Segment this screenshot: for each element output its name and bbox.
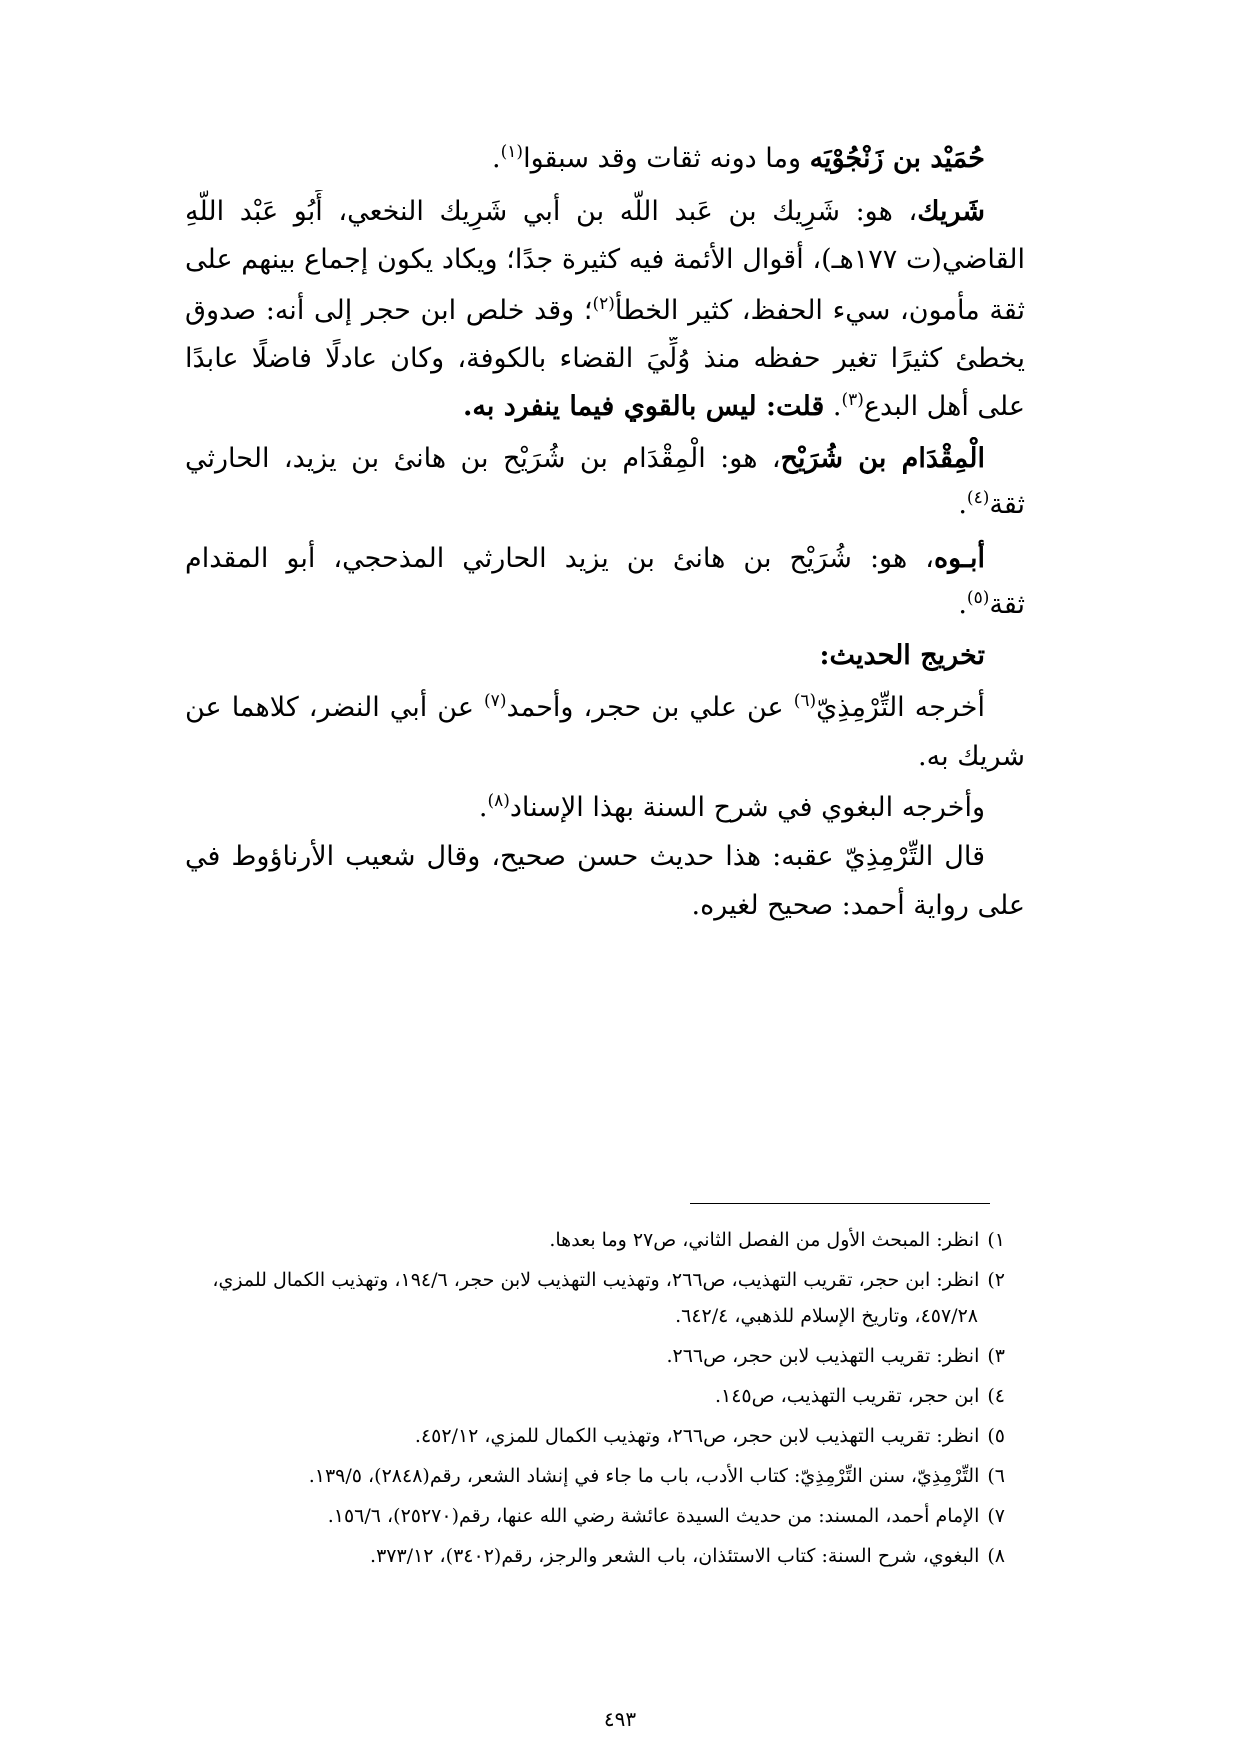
body-line-8: ثقة$^{(٤)}$. bbox=[958, 488, 1025, 520]
narrator-name: أبـوه bbox=[933, 543, 985, 574]
page-number: ٤٩٣ bbox=[603, 1707, 637, 1731]
body-line-10: ثقة$^{(٥)}$. bbox=[958, 588, 1025, 620]
narrator-name: شَريك bbox=[917, 196, 985, 227]
footnote-8: ٨)البغوي، شرح السنة: كتاب الاستئذان، باب الشعر والرجز، رقم(٣٤٠٢)، ٣٧٣/١٢. bbox=[370, 1545, 1005, 1567]
footnote-ref-1[interactable]: (١) bbox=[500, 142, 524, 162]
body-line-1: حُمَيْد بن زَنْجُوْيَه وما دونه ثقات وقد سبقوا$^{(١)}$. bbox=[492, 142, 985, 174]
body-line-11: أخرجه التِّرْمِذِيّ$^{(٦)}$ عن علي بن حجر، وأحمد$^{(٧)}$ عن أبي النضر، كلاهما عن bbox=[185, 691, 985, 723]
footnote-separator bbox=[690, 1203, 990, 1204]
body-line-7: الْمِقْدَام بن شُرَيْح، هو: الْمِقْدَام بن شُرَيْح بن هانئ بن يزيد، الحارثي bbox=[185, 443, 985, 474]
body-line-12: شريك به. bbox=[918, 741, 1025, 772]
author-comment: قلت: ليس بالقوي فيما ينفرد به. bbox=[462, 391, 825, 422]
footnote-ref-7[interactable]: (٧) bbox=[484, 691, 507, 711]
footnote-5: ٥)انظر: تقريب التهذيب لابن حجر، ص٢٦٦، وتهذيب الكمال للمزي، ٤٥٢/١٢. bbox=[414, 1425, 1005, 1447]
footnote-7: ٧)الإمام أحمد، المسند: من حديث السيدة عائشة رضي الله عنها، رقم(٢٥٢٧٠)، ١٥٦/٦. bbox=[327, 1505, 1005, 1527]
footnote-3: ٣)انظر: تقريب التهذيب لابن حجر، ص٢٦٦. bbox=[666, 1345, 1005, 1367]
body-line-4: ثقة مأمون، سيء الحفظ، كثير الخطأ$^{(٢)}$؛ وقد خلص ابن حجر إلى أنه: صدوق bbox=[185, 294, 1025, 326]
body-line-5: يخطئ كثيرًا تغير حفظه منذ وُلِّيَ القضاء بالكوفة، وكان عادلًا فاضلًا عابدًا bbox=[185, 343, 1025, 374]
body-line-9: أبـوه، هو: شُرَيْح بن هانئ بن يزيد الحارثي المذحجي، أبو المقدام bbox=[185, 543, 985, 574]
body-line-15: على رواية أحمد: صحيح لغيره. bbox=[691, 890, 1025, 921]
narrator-name: حُمَيْد بن زَنْجُوْيَه bbox=[809, 143, 985, 174]
body-line-13: وأخرجه البغوي في شرح السنة بهذا الإسناد$^{(٨)}$. bbox=[478, 791, 985, 823]
body-line-2: شَريك، هو: شَرِيك بن عَبد اللَّه بن أبي شَرِيك النخعي، أَبُو عَبْد اللَّهِ bbox=[185, 196, 985, 227]
footnote-4: ٤)ابن حجر، تقريب التهذيب، ص١٤٥. bbox=[714, 1385, 1005, 1407]
footnote-6: ٦)التِّرْمِذِيّ، سنن التِّرْمِذِيّ: كتاب الأدب، باب ما جاء في إنشاد الشعر، رقم(٢٨٤٨)، ١٣٩/٥. bbox=[308, 1465, 1005, 1487]
narrator-name: الْمِقْدَام بن شُرَيْح bbox=[780, 443, 985, 474]
footnote-2-continued: ٤٥٧/٢٨، وتاريخ الإسلام للذهبي، ٦٤٢/٤. bbox=[675, 1305, 978, 1327]
footnote-ref-5[interactable]: (٥) bbox=[966, 588, 990, 608]
footnote-ref-8[interactable]: (٨) bbox=[487, 791, 510, 811]
footnote-ref-2[interactable]: (٢) bbox=[592, 294, 615, 314]
footnote-ref-4[interactable]: (٤) bbox=[966, 488, 990, 508]
body-line-6: على أهل البدع$^{(٣)}$. قلت: ليس بالقوي فيما ينفرد به. bbox=[462, 390, 1025, 422]
body-line-3: القاضي(ت ١٧٧هـ)، أقوال الأئمة فيه كثيرة جدًا؛ ويكاد يكون إجماع بينهم على bbox=[185, 244, 1025, 275]
footnote-1: ١)انظر: المبحث الأول من الفصل الثاني، ص٢٧ وما بعدها. bbox=[549, 1229, 1005, 1251]
section-heading: تخريج الحديث: bbox=[819, 640, 985, 671]
footnote-ref-3[interactable]: (٣) bbox=[841, 390, 864, 410]
footnote-2: ٢)انظر: ابن حجر، تقريب التهذيب، ص٢٦٦، وتهذيب التهذيب لابن حجر، ١٩٤/٦، وتهذيب الكمال للمزي، bbox=[212, 1269, 1005, 1291]
body-line-14: قال التِّرْمِذِيّ عقبه: هذا حديث حسن صحيح، وقال شعيب الأرناؤوط في bbox=[185, 841, 985, 872]
footnote-ref-6[interactable]: (٦) bbox=[793, 691, 817, 711]
